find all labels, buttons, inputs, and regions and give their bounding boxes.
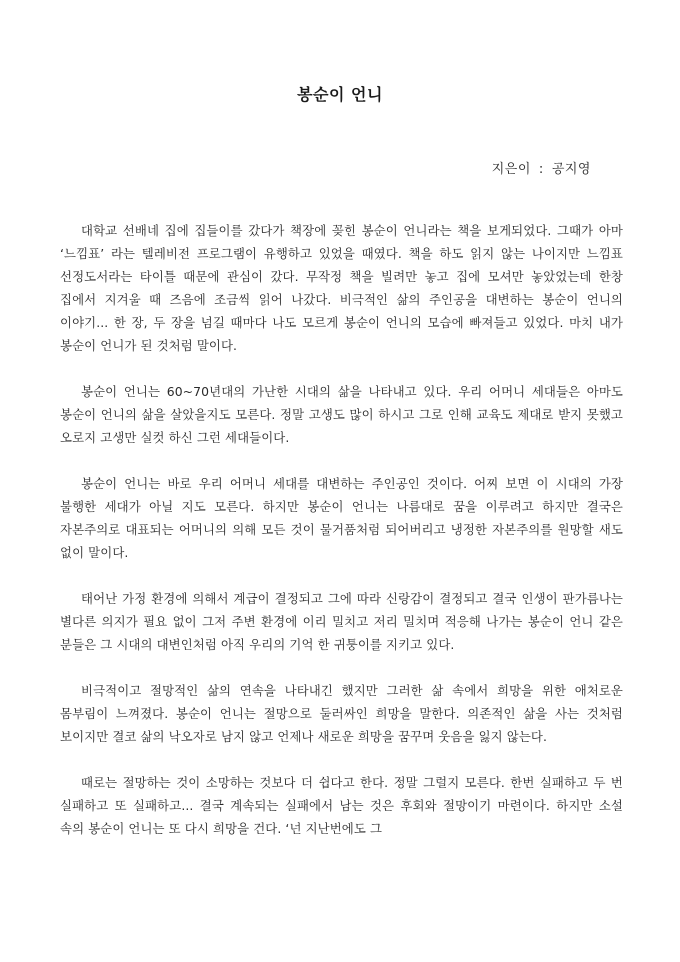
author-separator: : <box>538 162 544 177</box>
paragraph-2: 봉순이 언니는 60~70년대의 가난한 시대의 삶을 나타내고 있다. 우리 어머니 세대들은 아마도 봉순이 언니의 삶을 살았을지도 모른다. 정말 고생도 많이 하시고 그로 인해 교육도 제대로 받지 못했고 오로지 고생만 실컷 하신 그런 세대들이다. <box>60 384 623 445</box>
author-line <box>492 158 591 177</box>
author-name: 공지영 <box>551 162 591 177</box>
author-label: 지은이 <box>491 162 531 177</box>
document-title: 봉순이 언니 <box>297 85 383 104</box>
body-text <box>60 219 623 863</box>
paragraph-3: 봉순이 언니는 바로 우리 어머니 세대를 대변하는 주인공인 것이다. 어찌 보면 이 시대의 가장 불행한 세대가 아닐 지도 모른다. 하지만 봉순이 언니는 나름대로 꿈을 이루려고 하지만 결국은 자본주의로 대표되는 어머니의 의해 모든 것이 물거품처럼 되어버리고 냉정한 자본주의를 원망할 새도 없이 말이다. <box>60 476 623 560</box>
paragraph-4: 태어난 가정 환경에 의해서 계급이 결정되고 그에 따라 신랑감이 결정되고 결국 인생이 판가름나는 별다른 의지가 필요 없이 그저 주변 환경에 이리 밀치고 저리 밀치며 적응해 나가는 봉순이 언니 같은 분들은 그 시대의 대변인처럼 아직 우리의 기억 한 귀퉁이를 지키고 있다. <box>60 591 623 652</box>
paragraph-1: 대학교 선배네 집에 집들이를 갔다가 책장에 꽂힌 봉순이 언니라는 책을 보게되었다. 그때가 아마 ‘느낌표’ 라는 텔레비전 프로그램이 유행하고 있었을 때였다. 책을 하도 읽지 않는 나이지만 느낌표 선정도서라는 타이틀 때문에 관심이 갔다. 무작정 책을 빌려만 놓고 집에 모셔만 놓았었는데 한창 집에서 지겨울 때 즈음에 조금씩 읽어 나갔다. 비극적인 삶의 주인공을 대변하는 봉순이 언니의 이야기... 한 장, 두 장을 넘길 때마다 나도 모르게 봉순이 언니의 모습에 빠져들고 있었다. 마치 내가 봉순이 언니가 된 것처럼 말이다. <box>60 223 623 353</box>
paragraph-6: 때로는 절망하는 것이 소망하는 것보다 더 쉽다고 한다. 정말 그럴지 모른다. 한번 실패하고 두 번 실패하고 또 실패하고... 결국 계속되는 실패에서 남는 것은 후회와 절망이기 마련이다. 하지만 소설 속의 봉순이 언니는 또 다시 희망을 건다. ‘넌 지난번에도 그 <box>60 775 623 836</box>
paragraph-5: 비극적이고 절망적인 삶의 연속을 나타내긴 했지만 그러한 삶 속에서 희망을 위한 애처로운 몸부림이 느껴졌다. 봉순이 언니는 절망으로 둘러싸인 희망을 말한다. 의존적인 삶을 사는 것처럼 보이지만 결코 삶의 낙오자로 남지 않고 언제나 새로운 희망을 꿈꾸며 웃음을 잃지 않는다. <box>60 683 623 744</box>
